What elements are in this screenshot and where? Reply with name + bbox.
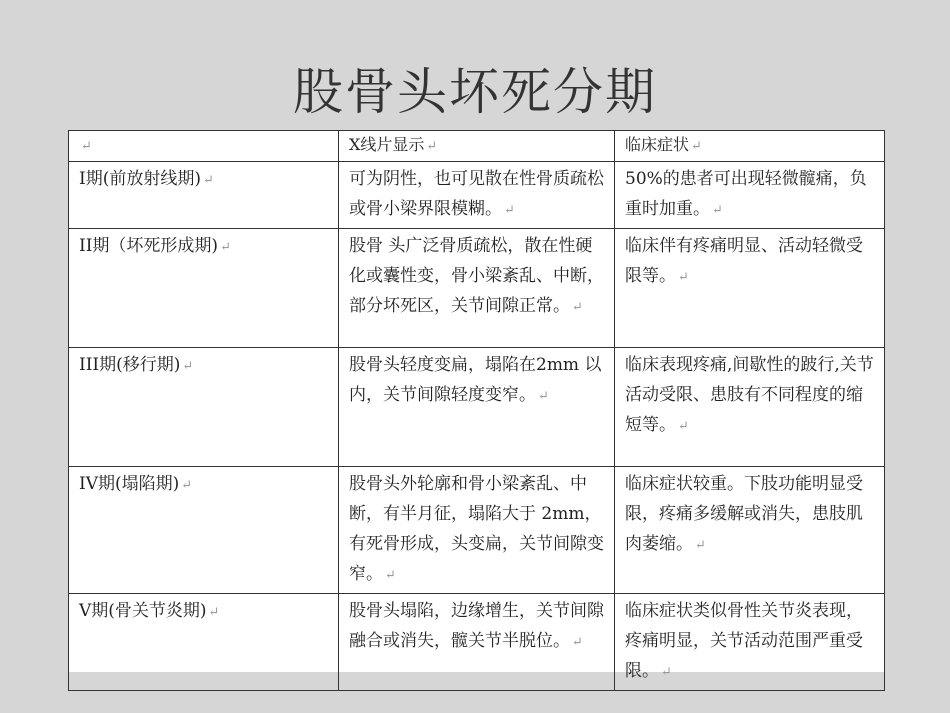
- table-header-row: [69, 131, 885, 162]
- header-cell-clinical: 临床症状 ↵: [615, 131, 885, 162]
- staging-table: [68, 130, 885, 691]
- paragraph-mark-icon: ↵: [181, 478, 193, 493]
- paragraph-mark-icon: ↵: [691, 139, 702, 154]
- header-cell-xray: X线片显示 ↵: [339, 131, 615, 162]
- paragraph-mark-icon: ↵: [385, 568, 396, 583]
- stage-cell: II期（坏死形成期) ↵: [69, 229, 339, 348]
- paragraph-mark-icon: ↵: [81, 139, 92, 154]
- stage-cell: IV期(塌陷期) ↵: [69, 467, 339, 594]
- clinical-cell: 临床症状较重。下肢功能明显受限，疼痛多缓解或消失，患肢肌肉萎缩。 ↵: [615, 467, 885, 594]
- paragraph-mark-icon: ↵: [426, 139, 438, 154]
- paragraph-mark-icon: ↵: [678, 419, 689, 434]
- table-row: [69, 594, 885, 691]
- paragraph-mark-icon: ↵: [695, 538, 706, 553]
- clinical-cell: 临床症状类似骨性关节炎表现，疼痛明显，关节活动范围严重受限。 ↵: [615, 594, 885, 691]
- paragraph-mark-icon: ↵: [538, 389, 549, 404]
- xray-cell: 股骨 头广泛骨质疏松，散在性硬化或囊性变，骨小梁紊乱、中断，部分坏死区，关节间隙正常。 ↵: [339, 229, 615, 348]
- table-row: [69, 467, 885, 594]
- xray-cell: 股骨头轻度变扁，塌陷在2mm 以内，关节间隙轻度变窄。 ↵: [339, 348, 615, 467]
- table-row: [69, 162, 885, 229]
- page-title: 股骨头坏死分期: [293, 63, 657, 121]
- paragraph-mark-icon: ↵: [572, 300, 583, 315]
- paragraph-mark-icon: ↵: [712, 203, 723, 218]
- stage-cell: III期(移行期) ↵: [69, 348, 339, 467]
- paragraph-mark-icon: ↵: [202, 173, 214, 188]
- table-row: [69, 348, 885, 467]
- paragraph-mark-icon: ↵: [182, 359, 194, 374]
- paragraph-mark-icon: ↵: [208, 605, 220, 620]
- paragraph-mark-icon: ↵: [661, 665, 672, 680]
- xray-cell: 股骨头塌陷，边缘增生，关节间隙融合或消失，髋关节半脱位。 ↵: [339, 594, 615, 691]
- paragraph-mark-icon: ↵: [220, 240, 231, 255]
- staging-table-container: [68, 130, 884, 681]
- paragraph-mark-icon: ↵: [678, 270, 689, 285]
- xray-cell: 股骨头外轮廓和骨小梁紊乱、中断，有半月征，塌陷大于 2mm，有死骨形成，头变扁，关节间隙变窄。 ↵: [339, 467, 615, 594]
- clinical-cell: 临床表现疼痛,间歇性的跛行,关节 活动受限、患肢有不同程度的缩短等。 ↵: [615, 348, 885, 467]
- stage-cell: V期(骨关节炎期) ↵: [69, 594, 339, 691]
- clinical-cell: 临床伴有疼痛明显、活动轻微受限等。 ↵: [615, 229, 885, 348]
- clinical-cell: 50%的患者可出现轻微髋痛，负重时加重。 ↵: [615, 162, 885, 229]
- paragraph-mark-icon: ↵: [572, 635, 583, 650]
- stage-cell: I期(前放射线期) ↵: [69, 162, 339, 229]
- xray-cell: 可为阴性，也可见散在性骨质疏松或骨小梁界限模糊。 ↵: [339, 162, 615, 229]
- table-row: [69, 229, 885, 348]
- header-cell-stage: [69, 131, 339, 162]
- paragraph-mark-icon: ↵: [504, 203, 515, 218]
